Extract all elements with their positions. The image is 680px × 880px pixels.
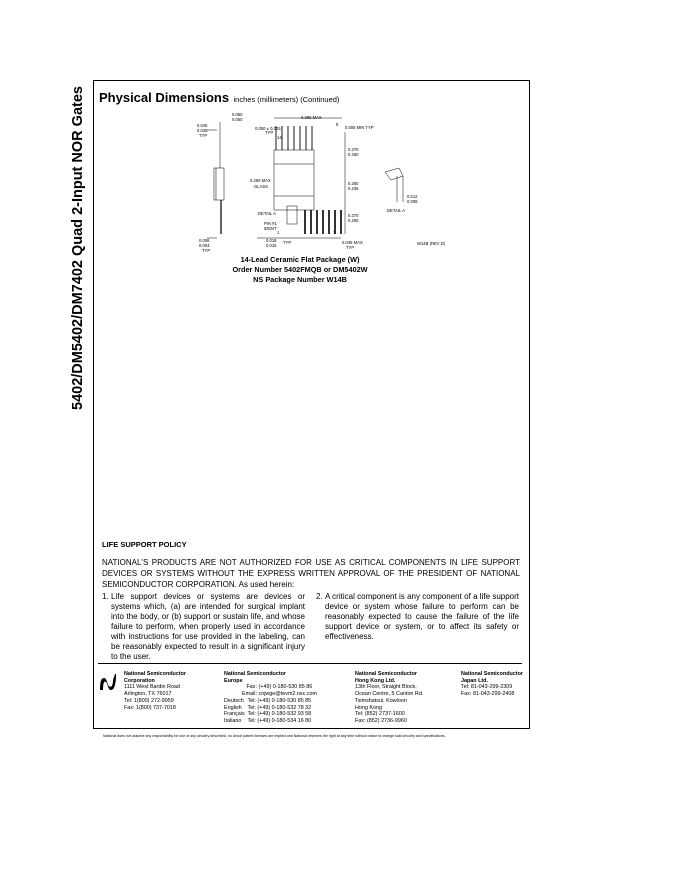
svg-text:TYP: TYP [202,248,211,253]
svg-text:TYP: TYP [283,240,292,245]
europe-fax-value: (+49) 0-180-530 85 86 [258,684,313,691]
svg-text:7: 7 [333,230,336,235]
hk-line: Ocean Centre, 5 Canton Rd. [355,691,424,698]
hk-line: 13th Floor, Straight Block, [355,684,417,691]
europe-lang-key: Deutsch [224,697,244,704]
europe-fax-key: Fax: [246,684,257,691]
europe-lang-key: Français [224,711,245,718]
svg-text:0.026: 0.026 [197,128,208,133]
svg-text:0.012: 0.012 [407,194,418,199]
svg-text:IDENT: IDENT [264,226,277,231]
life-support-title: LIFE SUPPORT POLICY [102,540,187,549]
hk-line: Fax: (852) 2736-9960 [355,717,407,724]
svg-text:0.370: 0.370 [348,213,359,218]
svg-text:0.060: 0.060 [232,112,243,117]
svg-text:0.385 MAX: 0.385 MAX [301,115,322,120]
japan-line: Tel: 81-043-299-2309 [461,684,513,691]
corp-name-1: National Semiconductor [124,671,187,677]
europe-email-value: cnjwge@tevm2.nsc.com [258,691,317,698]
svg-text:0.370: 0.370 [348,147,359,152]
europe-lang-value: Tel: (+49) 0-180-530 85 85 [247,697,312,704]
svg-text:GLASS: GLASS [254,184,268,189]
svg-text:0.005 MIN TYP: 0.005 MIN TYP [345,125,374,130]
corp-name-2: Corporation [124,677,155,684]
address-japan [461,671,523,698]
hk-line: Tsimshatsui, Kowloon [355,697,407,704]
corp-line: Arlington, TX 76017 [124,691,172,698]
svg-text:0.280 MAX: 0.280 MAX [250,178,271,183]
package-caption-line3: NS Package Number W14B [253,275,347,284]
package-dimension-drawing [185,108,525,258]
svg-text:TYP: TYP [346,245,355,250]
svg-text:0.004: 0.004 [199,243,210,248]
address-hong-kong [355,671,423,725]
section-title [99,89,339,107]
life-support-intro: NATIONAL'S PRODUCTS ARE NOT AUTHORIZED FOR USE AS CRITICAL COMPONENTS IN LIFE SUPPORT DEVICES OR SYSTEMS WITHOUT THE EXPRESS WRITTEN APPROVAL OF THE PRESIDENT OF NATIONAL SEMICONDUCTOR CORPORATION. As used herein: [102,558,520,589]
package-caption-line1: 14-Lead Ceramic Flat Package (W) [240,255,360,264]
svg-text:14: 14 [277,135,282,140]
life-support-item-2 [316,592,519,642]
item-1-number: 1. [102,592,109,601]
europe-lang-key: English [224,704,242,711]
package-caption-line2: Order Number 5402FMQB or DM5402W [232,265,368,274]
europe-lang-value: Tel: (+49) 0-180-534 16 80 [247,717,312,724]
europe-lang-key: Italiano [224,717,242,724]
package-caption [230,255,370,285]
sidebar-title [66,80,90,410]
japan-name-2: Japan Ltd. [461,677,488,684]
section-title-main: Physical Dimensions [99,90,230,105]
svg-text:8: 8 [336,122,339,127]
svg-text:0.050: 0.050 [232,117,243,122]
national-logo-icon [97,670,119,694]
top-body [274,150,314,210]
disclaimer-text: National does not assume any responsibility for use of any circuitry described, no circuit patent licenses are implied and National reserves the right at any time without notice to change said circuitry and specifications. [103,734,446,738]
svg-text:0.250: 0.250 [348,218,359,223]
item-2-text: A critical component is any component of a life support device or system whose failure to perform can be reasonably expected to cause the failure of the life support device or system, or to affect its safety or effectiveness. [325,592,519,641]
europe-email-key: Email: [242,691,257,698]
svg-text:0.045 MAX: 0.045 MAX [342,240,363,245]
svg-text:DETAIL A: DETAIL A [258,211,276,216]
sidebar-title-text: 5402/DM5402/DM7402 Quad 2-Input NOR Gates [70,86,86,410]
svg-text:DETAIL A: DETAIL A [387,208,405,213]
side-body [214,168,224,200]
svg-text:0.260: 0.260 [348,181,359,186]
life-support-item-1 [102,592,305,662]
svg-text:0.045: 0.045 [197,123,208,128]
item-1-text: Life support devices or systems are devices or systems which, (a) are intended for surgical implant into the body, or (b) support or sustain life, and whose failure to perform, when properly used in accordance with instructions for use provided in the labeling, can be reasonably expected to result in a significant injury to the user. [111,592,305,661]
japan-line: Fax: 81-043-299-2408 [461,691,515,698]
address-europe [224,671,317,725]
svg-text:TYP: TYP [199,133,208,138]
corp-line: 1111 West Bardin Road [124,684,180,691]
svg-text:0.006: 0.006 [199,238,210,243]
corp-line: Fax: 1(800) 737-7018 [124,704,176,711]
item-2-number: 2. [316,592,323,601]
svg-text:TYP: TYP [265,130,274,135]
japan-name-1: National Semiconductor [461,671,524,677]
svg-text:W14B (REV D): W14B (REV D) [417,241,446,246]
svg-text:0.008: 0.008 [407,199,418,204]
svg-text:0.019: 0.019 [266,238,277,243]
europe-lang-value: Tel: (+49) 0-180-532 78 32 [247,704,312,711]
address-corporation [124,671,186,711]
section-title-sub: inches (millimeters) (Continued) [233,95,340,104]
europe-lang-value: Tel: (+49) 0-180-532 93 58 [247,711,312,718]
svg-text:0.015: 0.015 [266,243,277,248]
svg-text:0.250: 0.250 [348,152,359,157]
svg-text:0.235: 0.235 [348,186,359,191]
hk-name-1: National Semiconductor [355,671,418,677]
hk-name-2: Hong Kong Ltd. [355,677,396,684]
svg-text:0.050 ± 0.005: 0.050 ± 0.005 [255,126,281,131]
hk-line: Tel: (852) 2737-1600 [355,711,405,718]
europe-name-2: Europe [224,677,243,684]
svg-text:PIN #1: PIN #1 [264,221,277,226]
footer-divider [98,663,522,664]
hk-line: Hong Kong [355,704,382,711]
europe-name-1: National Semiconductor [224,671,287,677]
svg-text:1: 1 [277,230,280,235]
corp-line: Tel: 1(800) 272-9959 [124,697,174,704]
